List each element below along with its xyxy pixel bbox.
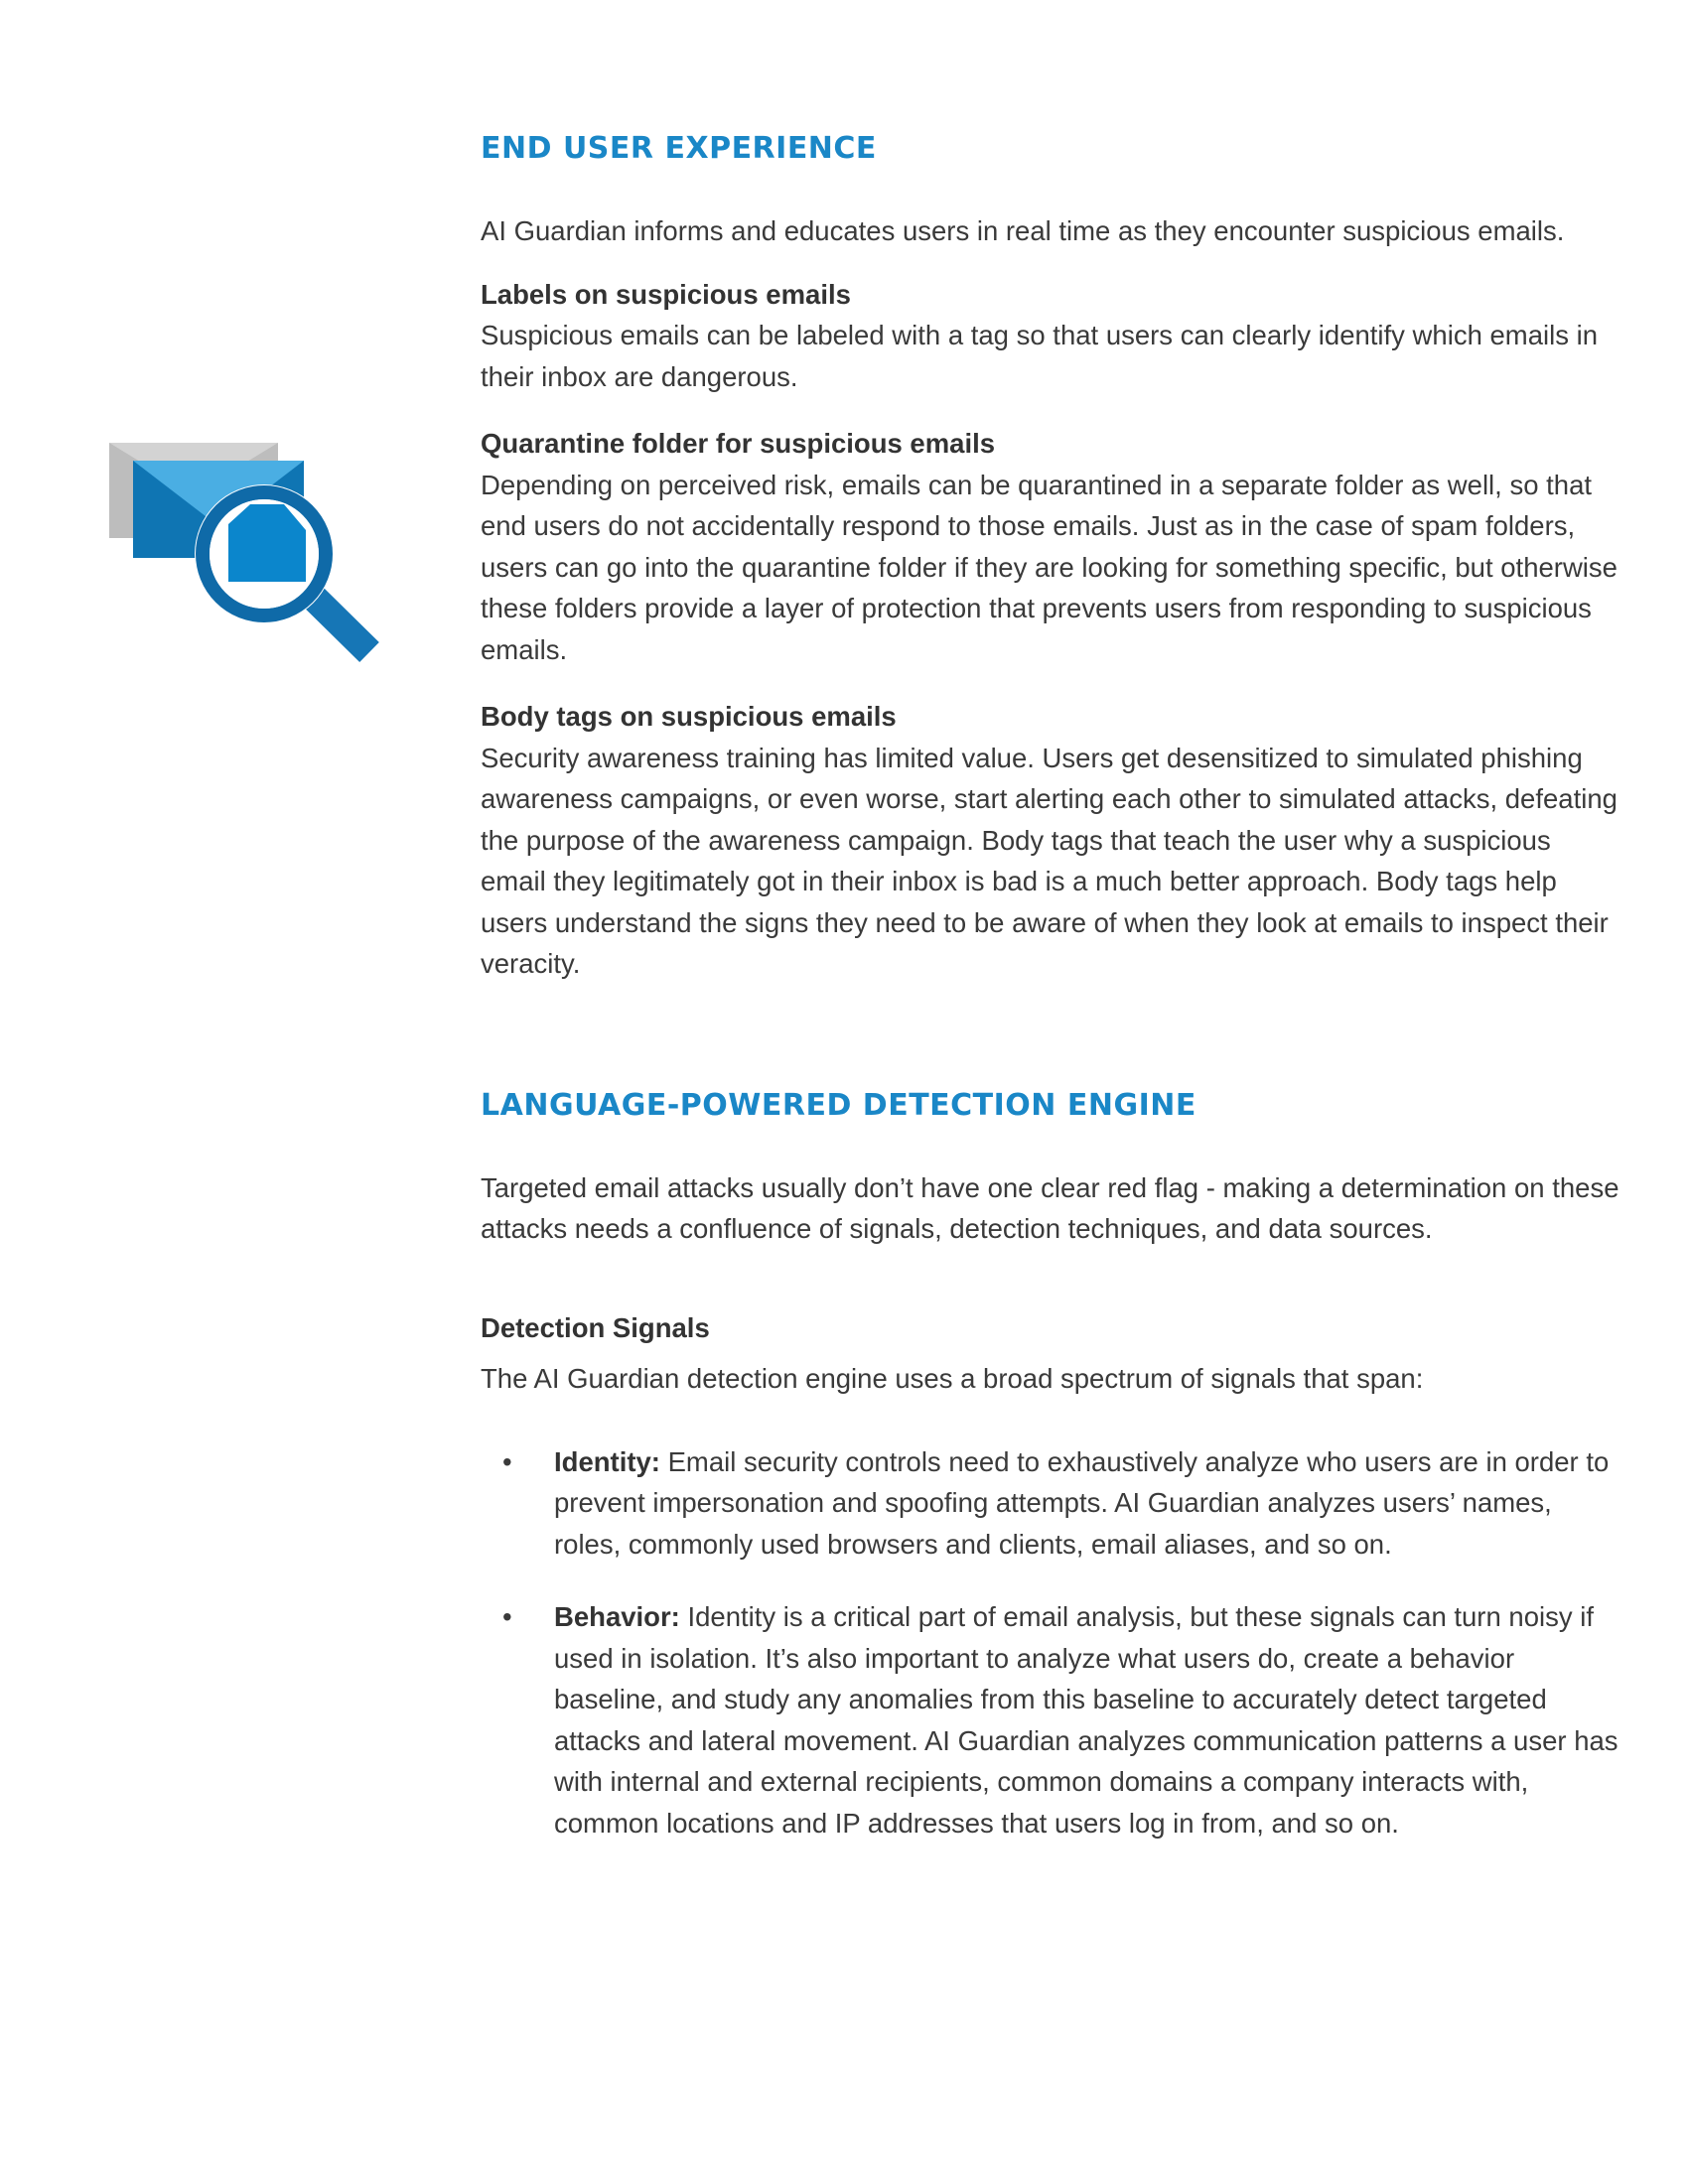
feature-heading: Labels on suspicious emails bbox=[481, 278, 851, 310]
feature-block-body-tags bbox=[481, 696, 1622, 985]
signals-list bbox=[481, 1441, 1622, 1844]
feature-text: Suspicious emails can be labeled with a tag so that users can clearly identify which emails in their inbox are dangerous. bbox=[481, 320, 1599, 392]
signal-label: Identity: bbox=[554, 1445, 660, 1477]
document-content bbox=[481, 127, 1622, 1843]
feature-heading: Quarantine folder for suspicious emails bbox=[481, 428, 996, 459]
signal-label: Behavior: bbox=[554, 1601, 680, 1632]
list-item bbox=[481, 1441, 1622, 1566]
feature-block-quarantine bbox=[481, 423, 1622, 670]
email-magnifier-icon bbox=[109, 443, 387, 671]
feature-text: Depending on perceived risk, emails can be quarantined in a separate folder as well, so that end users do not accidentally respond to those emails. Just as in the case of spam folders, users can go into the quarantine folder if they are looking for something specific, but otherwise these folders provide a layer of protection that prevents users from responding to suspicious emails. bbox=[481, 469, 1618, 665]
section-title-detection-engine: LANGUAGE-POWERED DETECTION ENGINE bbox=[481, 1087, 1196, 1123]
bullet-icon: • bbox=[502, 1601, 512, 1632]
detection-signals-heading: Detection Signals bbox=[481, 1311, 710, 1343]
signal-text: Identity is a critical part of email analysis, but these signals can turn noisy if used in isolation. It’s also important to analyze what users do, create a behavior baseline, and study any anomalies from this baseline to accurately detect targeted attacks and lateral movement. AI Guardian analyzes communication patterns a user has with internal and external recipients, common domains a company interacts with, common locations and IP addresses that users log in from, and so on. bbox=[554, 1601, 1618, 1839]
signal-text: Email security controls need to exhaustively analyze who users are in order to prevent impersonation and spoofing attempts. AI Guardian analyzes users’ names, roles, commonly used browsers and clients, email aliases, and so on. bbox=[554, 1445, 1610, 1560]
bullet-icon: • bbox=[502, 1445, 512, 1477]
list-item bbox=[481, 1596, 1622, 1843]
section-intro: AI Guardian informs and educates users in real time as they encounter suspicious emails. bbox=[481, 215, 1565, 246]
feature-heading: Body tags on suspicious emails bbox=[481, 701, 897, 732]
section-intro: Targeted email attacks usually don’t have one clear red flag - making a determination on these attacks needs a confluence of signals, detection techniques, and data sources. bbox=[481, 1171, 1619, 1244]
feature-block-labels bbox=[481, 274, 1622, 398]
detection-signals-intro: The AI Guardian detection engine uses a broad spectrum of signals that span: bbox=[481, 1363, 1424, 1394]
feature-text: Security awareness training has limited value. Users get desensitized to simulated phishing awareness campaigns, or even worse, start alerting each other to simulated attacks, defeating the purpose of the awareness campaign. Body tags that teach the user why a suspicious email they legitimately got in their inbox is bad is a much better approach. Body tags help users understand the signs they need to be aware of when they look at emails to inspect their veracity. bbox=[481, 742, 1618, 979]
section-title-end-user-experience: END USER EXPERIENCE bbox=[481, 131, 877, 166]
